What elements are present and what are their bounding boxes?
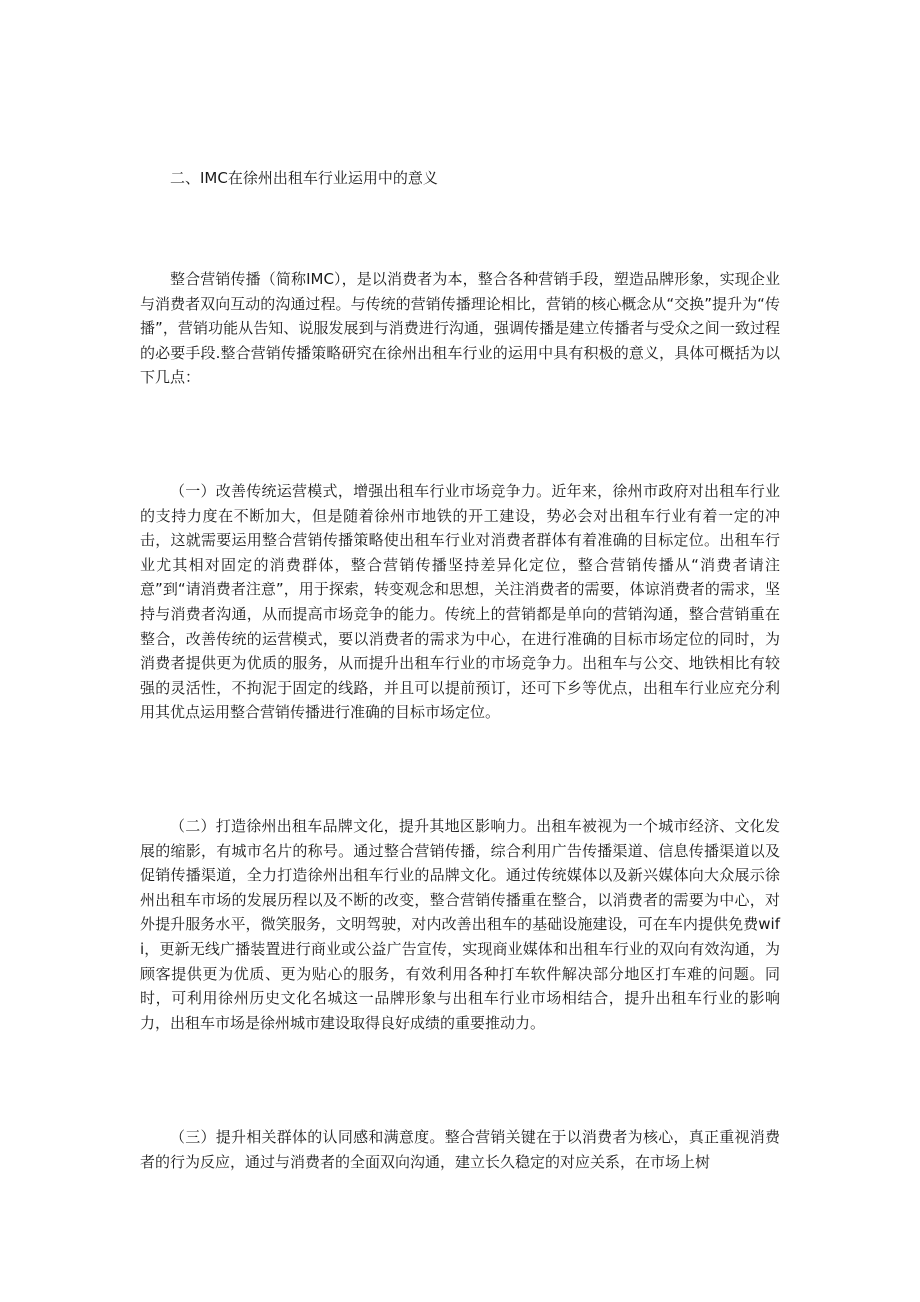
paragraph-point-1: （一）改善传统运营模式，增强出租车行业市场竞争力。近年来，徐州市政府对出租车行业的支持力度在不断加大，但是随着徐州市地铁的开工建设，势必会对出租车行业有着一定的冲击，这就需要运用整合营销传播策略使出租车行业对消费者群体有着准确的目标定位。出租车行业尤其相对固定的消费群体，整合营销传播坚持差异化定位，整合营销传播从“消费者请注意”到“请消费者注意”，用于探索，转变观念和思想，关注消费者的需要，体谅消费者的需求，坚持与消费者沟通，从而提高市场竞争的能力。传统上的营销都是单向的营销沟通，整合营销重在整合，改善传统的运营模式，要以消费者的需求为中心，在进行准确的目标市场定位的同时，为消费者提供更为优质的服务，从而提升出租车行业的市场竞争力。出租车与公交、地铁相比有较强的灵活性，不拘泥于固定的线路，并且可以提前预订，还可下乡等优点，出租车行业应充分利用其优点运用整合营销传播进行准确的目标市场定位。: [140, 482, 780, 722]
paragraph-point-3: （三）提升相关群体的认同感和满意度。整合营销关键在于以消费者为核心，真正重视消费者的行为反应，通过与消费者的全面双向沟通，建立长久稳定的对应关系，在市场上树: [140, 1128, 780, 1171]
paragraph-intro: 整合营销传播（简称IMC），是以消费者为本，整合各种营销手段，塑造品牌形象，实现企业与消费者双向互动的沟通过程。与传统的营销传播理论相比，营销的核心概念从“交换”提升为“传播”，营销功能从告知、说服发展到与消费进行沟通，强调传播是建立传播者与受众之间一致过程的必要手段.整合营销传播策略研究在徐州出租车行业的运用中具有积极的意义，具体可概括为以下几点：: [140, 270, 780, 387]
paragraph-point-2: （二）打造徐州出租车品牌文化，提升其地区影响力。出租车被视为一个城市经济、文化发展的缩影，有城市名片的称号。通过整合营销传播，综合利用广告传播渠道、信息传播渠道以及促销传播渠道，全力打造徐州出租车行业的品牌文化。通过传统媒体以及新兴媒体向大众展示徐州出租车市场的发展历程以及不断的改变，整合营销传播重在整合，以消费者的需要为中心，对外提升服务水平，微笑服务，文明驾驶，对内改善出租车的基础设施建设，可在车内提供免费wifi，更新无线广播装置进行商业或公益广告宣传，实现商业媒体和出租车行业的双向有效沟通，为顾客提供更为优质、更为贴心的服务，有效利用各种打车软件解决部分地区打车难的问题。同时，可利用徐州历史文化名城这一品牌形象与出租车行业市场相结合，提升出租车行业的影响力，出租车市场是徐州城市建设取得良好成绩的重要推动力。: [140, 817, 780, 1032]
section-heading: 二、IMC在徐州出租车行业运用中的意义: [170, 169, 438, 187]
